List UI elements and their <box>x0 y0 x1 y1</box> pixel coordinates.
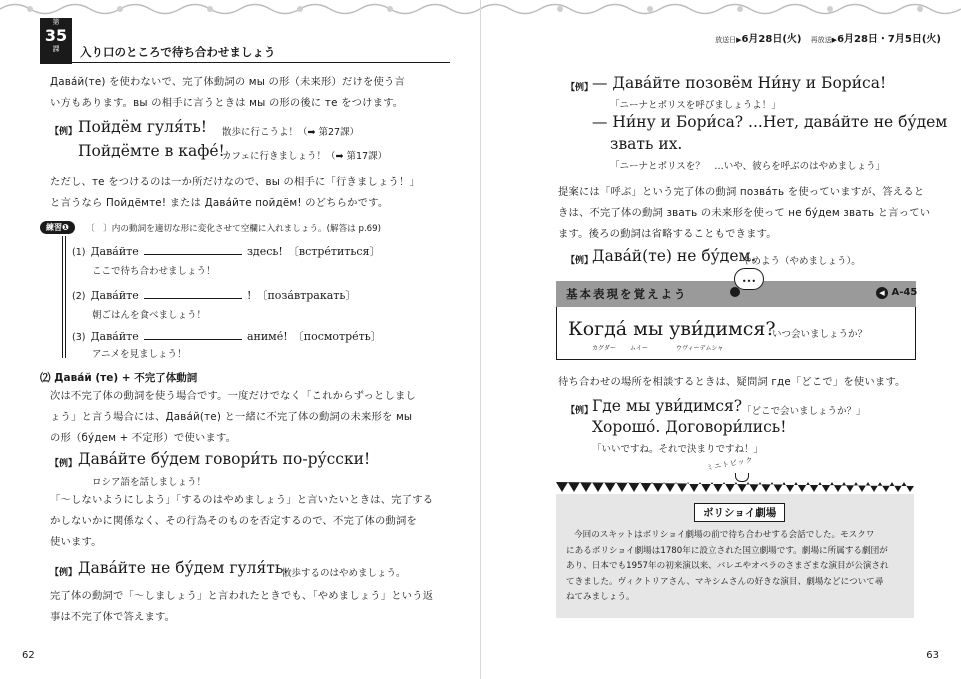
blank-field[interactable] <box>144 339 242 340</box>
page-number: 62 <box>22 650 35 661</box>
item-text: аниме́! <box>246 330 288 343</box>
text-line: の形（бу́дем + 不定形）で使います。 <box>50 432 237 444</box>
item-verb: 〔поза́втракать〕 <box>256 289 357 302</box>
item-verb: 〔посмотре́ть〕 <box>292 330 382 343</box>
text-line: ただし、те をつけるのは一か所だけなので、вы の相手に「行きましょう！」 <box>50 176 420 188</box>
example-label: 【例】 <box>566 256 594 266</box>
example-russian: Дава́й(те) не бу́дем. <box>592 247 756 265</box>
mini-topic-body <box>566 528 906 606</box>
example-russian: Пойдём гуля́ть! <box>78 118 207 136</box>
section-heading <box>40 370 197 385</box>
example-japanese: やめよう（やめましょう）。 <box>742 256 861 267</box>
paragraph-3 <box>50 386 450 449</box>
text-line: てきました。ヴィクトリアさん、マキシムさんの好きな演目、劇場などについて尋 <box>566 576 884 587</box>
example-japanese: 散歩するのはやめましょう。 <box>282 568 406 579</box>
exercise-item-1 <box>72 240 380 259</box>
exercise-translation: ここで待ち合わせましょう！ <box>92 266 216 277</box>
example-japanese: 「どこで会いましょうか？」 <box>742 406 866 417</box>
item-number: (3) <box>72 332 86 343</box>
item-text: Дава́йте <box>90 289 139 302</box>
text-line: 提案には「呼ぶ」という完了体の動詞 позва́ть を使っていますが、答えると <box>558 186 925 198</box>
paragraph-6 <box>558 182 958 245</box>
example-russian: Дава́йте не бу́дем гуля́ть. <box>78 559 289 577</box>
lesson-num-top: 第 <box>52 18 60 26</box>
item-number: (2) <box>72 291 86 302</box>
key-expression-japanese: いつ会いましょうか？ <box>772 329 868 340</box>
example-label: 【例】 <box>50 127 78 137</box>
text-line: 事は不完了体で答えます。 <box>50 611 176 623</box>
exercise-instruction: 〔 〕内の動詞を適切な形に変化させて空欄に入れましょう。(解答は p.69) <box>86 224 381 234</box>
section-title: Дава́й (те) + 不完了体動詞 <box>54 372 198 384</box>
text-line: きは、不完了体の動詞 звать の未来形を使って не бу́дем звать と言ってい <box>558 207 931 219</box>
example-russian: Где мы уви́димся? <box>592 397 743 415</box>
pronunciation-kana: カグダー <box>592 345 616 352</box>
example-japanese: 「ニーナとボリスを？ …いや、彼らを呼ぶのはやめましょう」 <box>610 161 886 172</box>
lesson-badge <box>40 18 72 64</box>
text-line: Дава́й(те) を使わないで、完了体動詞の мы の形（未来形）だけを使う言 <box>50 76 406 88</box>
broadcast-dates <box>715 30 941 45</box>
exercise-translation: アニメを見ましょう！ <box>92 349 187 360</box>
blank-field[interactable] <box>144 254 242 255</box>
example-label: 【例】 <box>50 459 78 469</box>
blank-field[interactable] <box>144 298 242 299</box>
example-label: 【例】 <box>50 568 78 578</box>
item-text: Дава́йте <box>90 245 139 258</box>
key-expression-title: 基本表現を覚えよう <box>566 287 688 301</box>
text-line: あり、日本でも1957年の初来演以来、バレエやオペラのさまざまな演目が公演され <box>566 561 889 571</box>
example-japanese: ロシア語を話しましょう！ <box>92 477 207 488</box>
mini-topic-title: ボリショイ劇場 <box>694 503 785 522</box>
right-page <box>480 0 961 679</box>
exercise-item-3 <box>72 325 382 344</box>
example-russian: — Дава́йте позовём Ни́ну и Бори́са! <box>592 74 887 92</box>
mini-topic-label: ミニトピック <box>705 455 755 473</box>
bubble-tail <box>730 287 740 297</box>
audio-label: A-45 <box>891 287 918 298</box>
example-japanese: 散歩に行こうよ！（➡ 第27課） <box>222 127 360 138</box>
text-line: 次は不完了体の動詞を使う場合です。一度だけでなく「これからずっとしまし <box>50 390 416 402</box>
example-label: 【例】 <box>566 83 594 93</box>
item-verb: 〔встре́титься〕 <box>287 245 381 258</box>
triangle-border <box>556 482 914 494</box>
text-line: かしないかに関係なく、その行為そのものを否定するので、不完了体の動詞を <box>50 515 417 527</box>
example-russian: Пойдёмте в кафе́! <box>78 142 225 160</box>
pronunciation-kana: ムイー <box>630 345 648 352</box>
paragraph-7: 待ち合わせの場所を相談するときは、疑問詞 где「どこで」を使います。 <box>558 376 906 388</box>
bubble-dots: ••• <box>741 277 757 286</box>
section-number: ⑵ <box>40 372 51 384</box>
text-line: にあるボリショイ劇場は1780年に設立された国立劇場です。劇場に所属する劇団が <box>566 545 888 556</box>
text-line: 今回のスキットはボリショイ劇場の前で待ち合わせする会話でした。モスクワ <box>574 530 875 540</box>
rebroadcast-date: 6月28日・7月5日(火) <box>837 34 941 45</box>
example-japanese: 「いいですね。それで決まりですね！」 <box>592 444 764 455</box>
example-russian: — Ни́ну и Бори́са? ...Нет, дава́йте не бу́дем <box>592 113 948 131</box>
text-line: と言うなら Пойдёмте! または Дава́йте пойдём! のどちらかです。 <box>50 197 389 209</box>
paragraph-2 <box>50 172 450 214</box>
text-line: ます。後ろの動詞は省略することもできます。 <box>558 228 777 240</box>
paragraph-1 <box>50 72 450 114</box>
title-rule <box>40 62 450 63</box>
text-line: い方もあります。вы の相手に言うときは мы の形の後に те をつけます。 <box>50 97 404 109</box>
exercise-badge: 練習❶ <box>40 221 75 234</box>
broadcast-date: 6月28日(火) <box>741 34 802 45</box>
text-line: 「〜しないようにしよう」「するのはやめましょう」と言いたいときは、完了する <box>50 494 434 506</box>
exercise-item-2 <box>72 284 356 303</box>
example-japanese: カフェに行きましょう！（➡ 第17課） <box>222 151 388 162</box>
exercise-rule <box>62 236 66 358</box>
text-line: ょう」と言う場合には、Дава́й(те) と一緒に不完了体の動詞の未来形を мы <box>50 411 413 423</box>
key-expression-russian: Когда́ мы уви́димся? <box>568 318 776 340</box>
speaker-icon: ◀ <box>876 287 888 299</box>
example-russian: Хорошо́. Договори́лись! <box>592 418 787 436</box>
audio-track[interactable] <box>876 287 917 299</box>
cup-icon <box>735 473 749 482</box>
paragraph-4 <box>50 490 450 553</box>
rebroadcast-label: 再放送▶ <box>810 36 838 44</box>
page-number: 63 <box>926 650 939 661</box>
example-russian: звать их. <box>610 135 683 153</box>
example-russian: Дава́йте бу́дем говори́ть по-ру́сски! <box>78 450 371 468</box>
text-line: 完了体の動詞で「〜しましょう」と言われたときでも、「やめましょう」という返 <box>50 590 434 602</box>
example-label: 【例】 <box>566 406 594 416</box>
lesson-number: 35 <box>44 26 68 45</box>
pronunciation-kana: ウヴィーデムシャ <box>676 345 724 352</box>
item-number: (1) <box>72 247 86 258</box>
exercise-translation: 朝ごはんを食べましょう！ <box>92 310 207 321</box>
broadcast-label: 放送日▶ <box>715 36 742 44</box>
item-text: Дава́йте <box>90 330 139 343</box>
speech-bubble-icon <box>734 268 764 290</box>
text-line: ねてみましょう。 <box>566 592 635 602</box>
lesson-num-bottom: 課 <box>52 45 60 53</box>
item-text: здесь! <box>246 245 283 258</box>
lesson-title: 入り口のところで待ち合わせましょう <box>80 45 276 59</box>
example-japanese: 「ニーナとボリスを呼びましょうよ！」 <box>610 100 781 111</box>
paragraph-5 <box>50 586 450 628</box>
text-line: 使います。 <box>50 536 102 548</box>
item-text: ! <box>246 289 252 302</box>
